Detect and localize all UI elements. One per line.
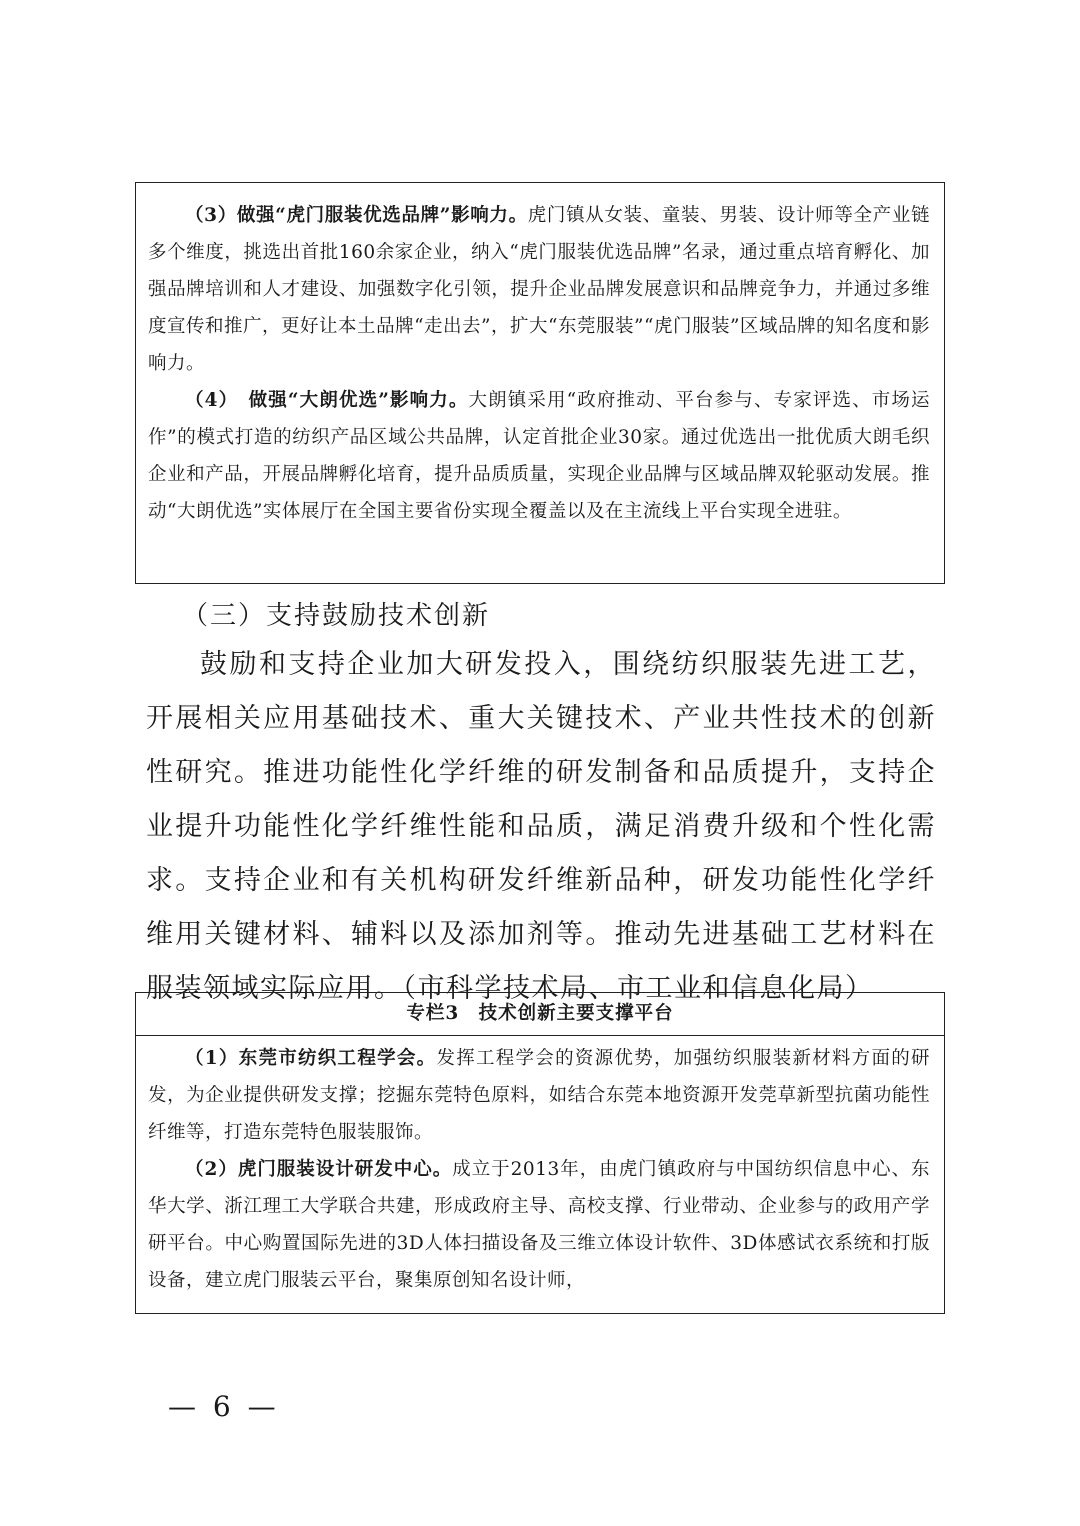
column-title: 专栏3 技术创新主要支撑平台 xyxy=(136,993,944,1036)
item-text: 虎门镇从女装、童装、男装、设计师等全产业链多个维度，挑选出首批160余家企业，纳入“虎门服装优选品牌”名录，通过重点培育孵化、加强品牌培训和人才建设、加强数字化引领，提升企业品牌发展意识和品牌竞争力，并通过多维度宣传和推广，更好让本土品牌“走出去”，扩大“东莞服装”“虎门服装”区域品牌的知名度和影响力。 xyxy=(148,205,930,374)
column-body xyxy=(136,1036,944,1299)
item-text: 成立于2013年，由虎门镇政府与中国纺织信息中心、东华大学、浙江理工大学联合共建，形成政府主导、高校支撑、行业带动、企业参与的政用产学研平台。中心购置国际先进的3D人体扫描设备及三维立体设计软件、3D体感试衣系统和打版设备，建立虎门服装云平台，聚集原创知名设计师， xyxy=(148,1159,930,1291)
page-number: — 6 — xyxy=(168,1390,280,1423)
item-heading: （1）东莞市纺织工程学会。 xyxy=(185,1048,437,1069)
item-text: 大朗镇采用“政府推动、平台参与、专家评选、市场运作”的模式打造的纺织产品区域公共品牌，认定首批企业30家。通过优选出一批优质大朗毛织企业和产品，开展品牌孵化培育，提升品质质量，实现企业品牌与区域品牌双轮驱动发展。推动“大朗优选”实体展厅在全国主要省份实现全覆盖以及在主流线上平台实现全进驻。 xyxy=(148,390,930,522)
item-text: 发挥工程学会的资源优势，加强纺织服装新材料方面的研发，为企业提供研发支撑；挖掘东莞特色原料，如结合东莞本地资源开发莞草新型抗菌功能性纤维等，打造东莞特色服装服饰。 xyxy=(148,1048,930,1143)
item-textile-society xyxy=(148,1040,930,1151)
item-humen-brand xyxy=(148,197,930,382)
item-heading: （3）做强“虎门服装优选品牌”影响力。 xyxy=(185,205,528,226)
section-body: 鼓励和支持企业加大研发投入，围绕纺织服装先进工艺，开展相关应用基础技术、重大关键技术、产业共性技术的创新性研究。推进功能性化学纤维的研发制备和品质提升，支持企业提升功能性化学纤维性能和品质，满足消费升级和个性化需求。支持企业和有关机构研发纤维新品种，研发功能性化学纤维用关键材料、辅料以及添加剂等。推动先进基础工艺材料在服装领域实际应用。（市科学技术局、市工业和信息化局） xyxy=(146,649,936,1004)
column-3-box xyxy=(135,992,945,1314)
item-dalang-brand xyxy=(148,382,930,530)
section-heading: （三）支持鼓励技术创新 xyxy=(182,601,491,631)
item-design-center xyxy=(148,1151,930,1299)
item-heading: （4） 做强“大朗优选”影响力。 xyxy=(185,390,469,411)
item-heading: （2）虎门服装设计研发中心。 xyxy=(185,1159,453,1180)
brand-influence-box xyxy=(135,182,945,584)
